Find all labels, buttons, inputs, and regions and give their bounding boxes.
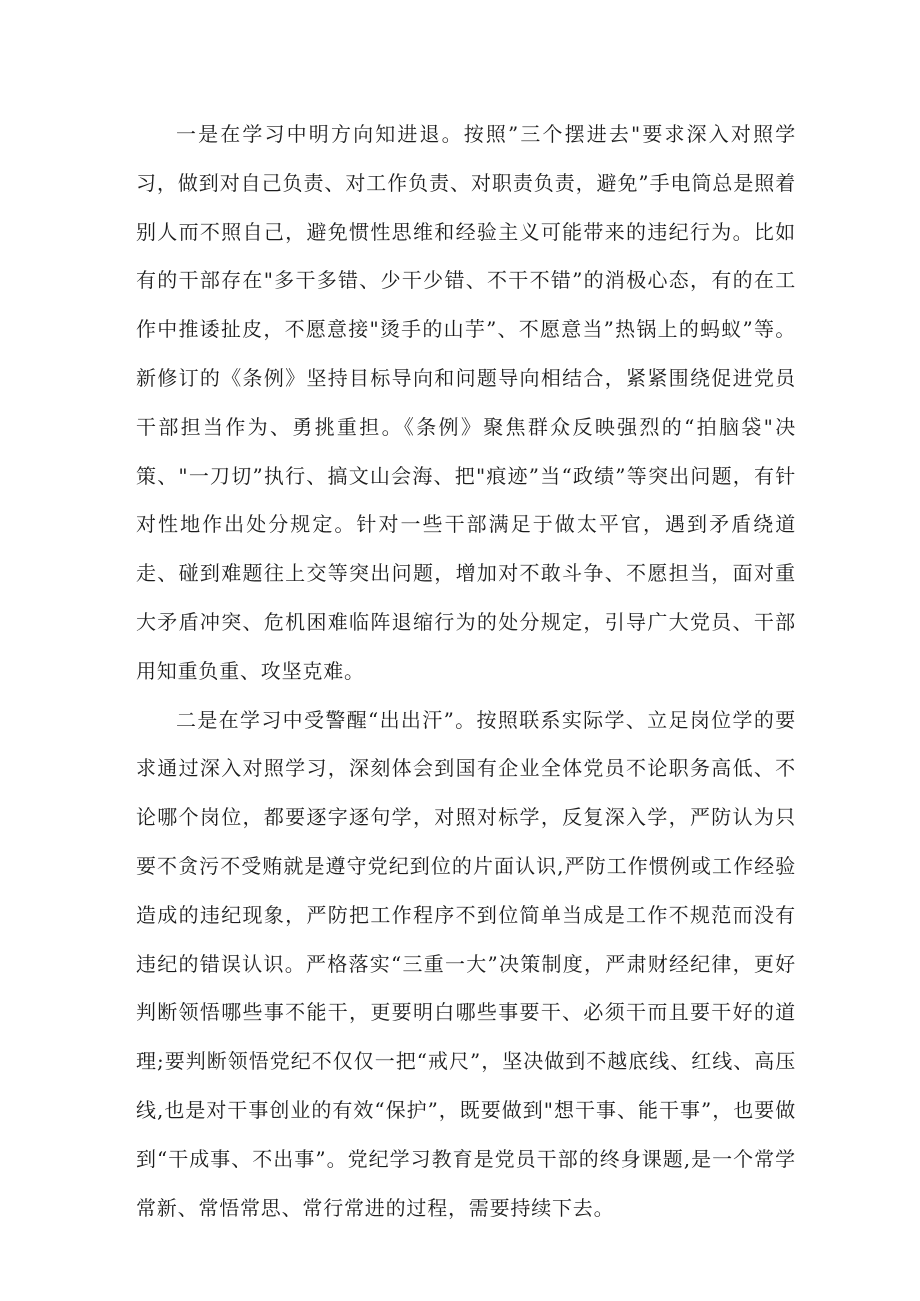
paragraph-1: 一是在学习中明方向知进退。按照”三个摆进去"要求深入对照学习，做到对自己负责、对工作负责、对职责负责，避免”手电筒总是照着别人而不照自己，避免惯性思维和经验主义可能带来的违纪行为。比如有的干部存在"多干多错、少干少错、不干不错”的消极心态，有的在工作中推诿扯皮，不愿意接"烫手的山芋”、不愿意当”热锅上的蚂蚁”等。新修订的《条例》坚持目标导向和问题导向相结合，紧紧围绕促进党员干部担当作为、勇挑重担。《条例》聚焦群众反映强烈的“拍脑袋"决策、"一刀切”执行、搞文山会海、把"痕迹”当“政绩”等突出问题，有针对性地作出处分规定。针对一些干部满足于做太平官，遇到矛盾绕道走、碰到难题往上交等突出问题，增加对不敢斗争、不愿担当，面对重大矛盾冲突、危机困难临阵退缩行为的处分规定，引导广大党员、干部用知重负重、攻坚克难。 (136, 122, 796, 683)
paragraph-2: 二是在学习中受警醒“出出汗”。按照联系实际学、立足岗位学的要求通过深入对照学习，深刻体会到国有企业全体党员不论职务高低、不论哪个岗位，都要逐字逐句学，对照对标学，反复深入学，严防认为只要不贪污不受贿就是遵守党纪到位的片面认识,严防工作惯例或工作经验造成的违纪现象，严防把工作程序不到位简单当成是工作不规范而没有违纪的错误认识。严格落实“三重一大”决策制度，严肃财经纪律，更好判断领悟哪些事不能干，更要明白哪些事要干、必须干而且要干好的道理;要判断领悟党纪不仅仅一把“戒尺”，坚决做到不越底线、红线、高压线,也是对干事创业的有效“保护”，既要做到"想干事、能干事”，也要做到“干成事、不出事”。党纪学习教育是党员干部的终身课题,是一个常学常新、常悟常思、常行常进的过程，需要持续下去。 (136, 707, 796, 1220)
document-body (136, 110, 796, 1232)
